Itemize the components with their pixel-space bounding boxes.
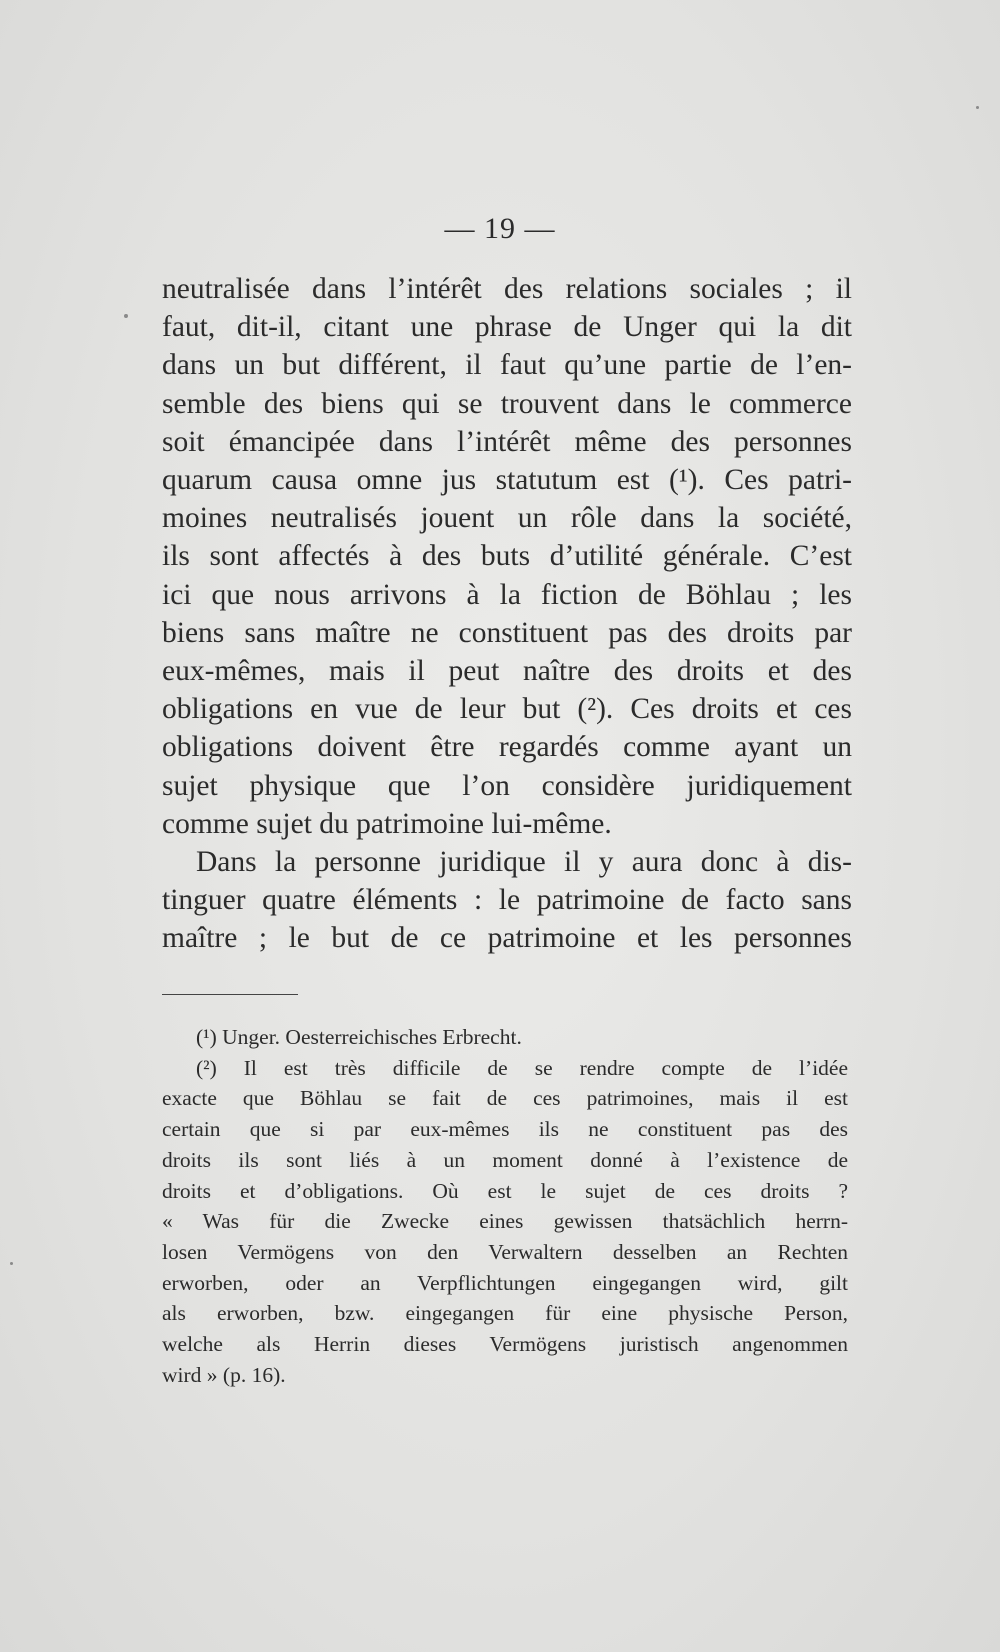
footnote-line: certain que si par eux-mêmes ils ne constituent pas des <box>162 1117 848 1142</box>
footnote-line: losen Vermögens von den Verwaltern desselben an Rechten <box>162 1239 848 1264</box>
body-line: neutralisée dans l’intérêt des relations sociales ; il <box>162 273 852 305</box>
paper-speck <box>10 1262 13 1265</box>
body-line: sujet physique que l’on considère juridiquement <box>162 769 852 802</box>
body-line: ils sont affectés à des buts d’utilité générale. C’est <box>162 540 852 573</box>
body-line: quarum causa omne jus statutum est (¹). Ces patri- <box>162 464 852 497</box>
body-line: obligations en vue de leur but (²). Ces droits et ces <box>162 693 852 726</box>
body-line: semble des biens qui se trouvent dans le commerce <box>162 387 852 420</box>
body-line: faut, dit-il, citant une phrase de Unger qui la dit <box>162 311 852 344</box>
page-number: — 19 — <box>444 212 556 245</box>
body-line: biens sans maître ne constituent pas des droits par <box>162 616 852 649</box>
footnote-line: (¹) Unger. Oesterreichisches Erbrecht. <box>196 1025 522 1049</box>
body-line: Dans la personne juridique il y aura donc à dis- <box>196 846 852 879</box>
body-line: tinguer quatre éléments : le patrimoine de facto sans <box>162 884 852 917</box>
footnote-line: droits et d’obligations. Où est le sujet de ces droits ? <box>162 1178 848 1203</box>
body-line: moines neutralisés jouent un rôle dans la société, <box>162 502 852 535</box>
body-line: obligations doivent être regardés comme ayant un <box>162 731 852 764</box>
body-line: eux-mêmes, mais il peut naître des droits et des <box>162 655 852 688</box>
paper-speck <box>976 106 979 109</box>
footnote-separator <box>162 994 298 995</box>
paper-speck <box>124 314 128 318</box>
body-line: dans un but différent, il faut qu’une partie de l’en- <box>162 349 852 382</box>
footnote-line: « Was für die Zwecke eines gewissen thatsächlich herrn- <box>162 1209 848 1234</box>
footnotes <box>162 1022 848 1390</box>
footnote-line: welche als Herrin dieses Vermögens juristisch angenommen <box>162 1332 848 1357</box>
body-line: soit émancipée dans l’intérêt même des personnes <box>162 425 852 458</box>
body-line: comme sujet du patrimoine lui-même. <box>162 807 612 840</box>
body-text <box>162 270 852 958</box>
footnote-line: droits ils sont liés à un moment donné à l’existence de <box>162 1147 848 1172</box>
footnote-line: als erworben, bzw. eingegangen für eine physische Person, <box>162 1301 848 1326</box>
footnote-line: wird » (p. 16). <box>162 1362 286 1387</box>
body-line: maître ; le but de ce patrimoine et les personnes <box>162 922 852 955</box>
footnote-line: (²) Il est très difficile de se rendre compte de l’idée <box>196 1055 848 1080</box>
body-line: ici que nous arrivons à la fiction de Böhlau ; les <box>162 578 852 611</box>
footnote-line: exacte que Böhlau se fait de ces patrimoines, mais il est <box>162 1086 848 1111</box>
footnote-line: erworben, oder an Verpflichtungen eingegangen wird, gilt <box>162 1270 848 1295</box>
